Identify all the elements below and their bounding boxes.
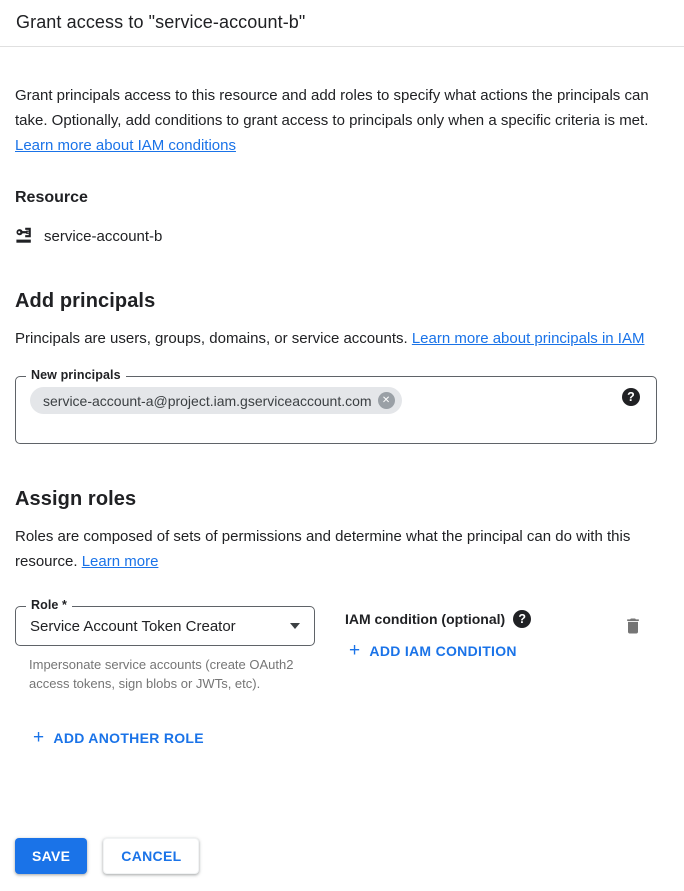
- role-binding-row: [15, 598, 657, 693]
- delete-role-column: [621, 606, 645, 641]
- plus-icon: +: [33, 727, 45, 748]
- role-label: Role *: [26, 598, 72, 612]
- add-another-role-button[interactable]: [33, 727, 204, 748]
- new-principals-label: New principals: [26, 368, 126, 382]
- principal-chip: [30, 387, 402, 414]
- intro-text-body: Grant principals access to this resource and add roles to specify what actions the principals can take. Optionally, add conditions to grant access to principals only when a specific criteria is met.: [15, 87, 649, 129]
- dialog-title: Grant access to "service-account-b": [16, 12, 306, 32]
- dialog-actions: [15, 838, 199, 874]
- role-selected-value: Service Account Token Creator: [30, 617, 236, 635]
- plus-icon: +: [349, 640, 361, 661]
- intro-text: [15, 83, 657, 158]
- assign-roles-heading: Assign roles: [15, 488, 137, 510]
- trash-icon: [623, 616, 643, 636]
- roles-description-body: Roles are composed of sets of permissions and determine what the principal can do with this resource.: [15, 528, 631, 570]
- role-column: [15, 598, 315, 693]
- roles-learn-more-link[interactable]: Learn more: [81, 553, 159, 570]
- resource-heading: Resource: [15, 189, 88, 206]
- service-account-icon: [15, 226, 35, 246]
- iam-condition-column: [345, 606, 531, 659]
- iam-condition-label-row: [345, 610, 531, 628]
- add-iam-condition-button[interactable]: [349, 640, 517, 661]
- add-iam-condition-label: ADD IAM CONDITION: [369, 643, 517, 659]
- save-button[interactable]: SAVE: [15, 838, 87, 874]
- new-principals-field[interactable]: [15, 368, 657, 444]
- principals-help-icon[interactable]: ?: [622, 388, 640, 406]
- dropdown-caret-icon: [290, 623, 300, 629]
- dialog-header: [0, 0, 684, 47]
- principals-description-body: Principals are users, groups, domains, or service accounts.: [15, 330, 412, 347]
- chip-remove-icon[interactable]: ✕: [378, 392, 395, 409]
- role-helper-text: Impersonate service accounts (create OAuth2 access tokens, sign blobs or JWTs, etc).: [29, 657, 294, 691]
- iam-condition-label: IAM condition (optional): [345, 611, 506, 627]
- add-principals-heading: Add principals: [15, 290, 156, 312]
- principal-chip-value: service-account-a@project.iam.gserviceaccount.com: [43, 392, 372, 409]
- resource-name: service-account-b: [44, 227, 163, 245]
- iam-condition-help-icon[interactable]: ?: [513, 610, 531, 628]
- resource-row: [15, 226, 657, 246]
- roles-description: [15, 524, 657, 574]
- dialog-content: [0, 83, 684, 746]
- iam-conditions-learn-more-link[interactable]: Learn more about IAM conditions: [15, 137, 236, 154]
- principals-description: [15, 326, 657, 351]
- delete-role-button[interactable]: [621, 614, 645, 641]
- cancel-button[interactable]: CANCEL: [103, 838, 199, 874]
- principals-learn-more-link[interactable]: Learn more about principals in IAM: [411, 330, 645, 347]
- add-another-role-label: ADD ANOTHER ROLE: [53, 730, 204, 746]
- role-select[interactable]: [15, 598, 315, 646]
